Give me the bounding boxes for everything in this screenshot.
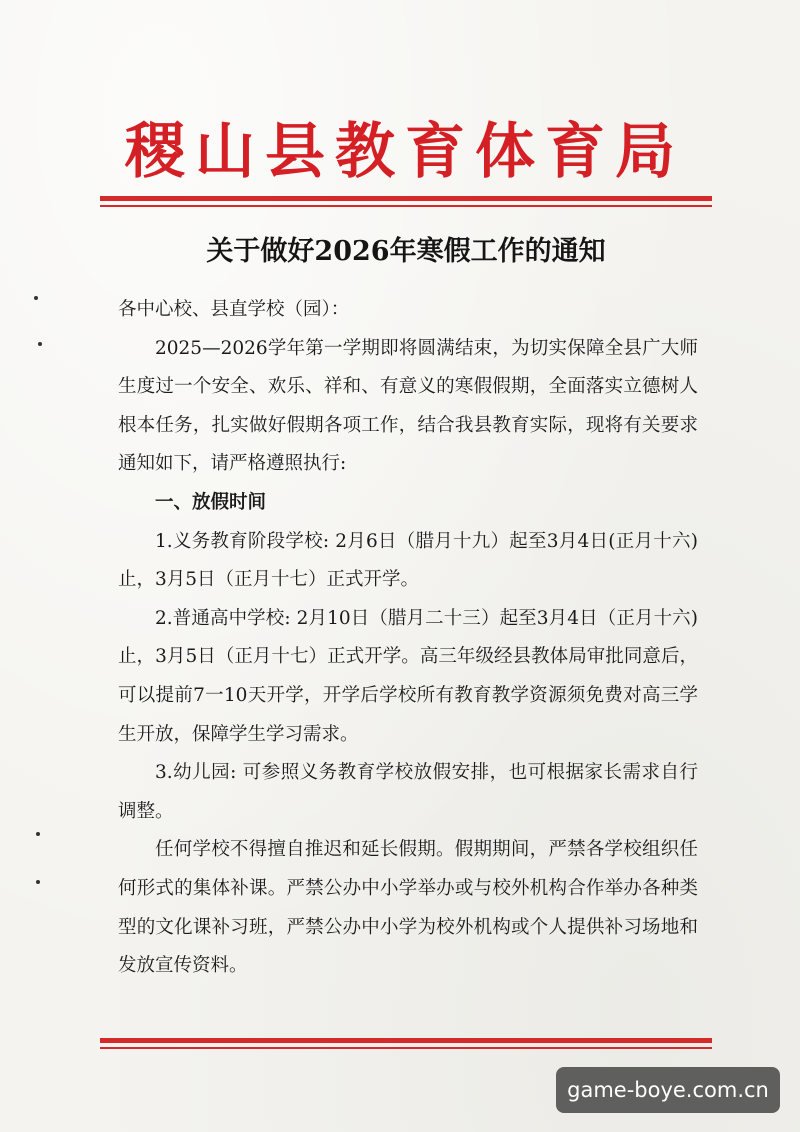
margin-speck xyxy=(34,296,38,300)
margin-speck xyxy=(36,832,40,836)
margin-speck xyxy=(38,342,42,346)
paragraph-kindergarten: 3.幼儿园: 可参照义务教育学校放假安排，也可根据家长需求自行调整。 xyxy=(118,762,698,822)
paragraph-rules: 任何学校不得擅自推迟和延长假期。假期期间，严禁各学校组织任何形式的集体补课。严禁公办中小学举办或与校外机构合作举办各种类型的文化课补习班，严禁公办中小学为校外机构或个人提供补习场地和发放宣传资料。 xyxy=(118,839,698,977)
header-divider-thick xyxy=(100,196,712,201)
document-title: 关于做好2026年寒假工作的通知 xyxy=(206,236,606,267)
header-divider-thin xyxy=(100,205,712,207)
salutation: 各中心校、县直学校（园）： xyxy=(118,299,350,320)
footer-divider-thick xyxy=(100,1038,712,1043)
agency-header-title: 稷山县教育体育局 xyxy=(125,117,685,187)
margin-speck xyxy=(36,880,40,884)
section-heading-vacation-time: 一、放假时间 xyxy=(155,491,267,513)
paragraph-intro: 2025—2026学年第一学期即将圆满结束，为切实保障全县广大师生度过一个安全、欢乐、祥和、有意义的寒假假期，全面落实立德树人根本任务，扎实做好假期各项工作，结合我县教育实际，现将有关要求通知如下，请严格遵照执行: xyxy=(118,337,698,475)
document-body xyxy=(118,291,698,986)
paragraph-high-school: 2.普通高中学校: 2月10日（腊月二十三）起至3月4日（正月十六)止，3月5日（正月十七）正式开学。高三年级经县教体局审批同意后，可以提前7一10天开学，开学后学校所有教育教学资源须免费对高三学生开放，保障学生学习需求。 xyxy=(118,607,698,745)
footer-divider-thin xyxy=(100,1047,712,1049)
site-watermark: game-boye.com.cn xyxy=(556,1067,780,1113)
paragraph-compulsory-education: 1.义务教育阶段学校: 2月6日（腊月十九）起至3月4日(正月十六)止，3月5日（正月十七）正式开学。 xyxy=(118,530,698,591)
